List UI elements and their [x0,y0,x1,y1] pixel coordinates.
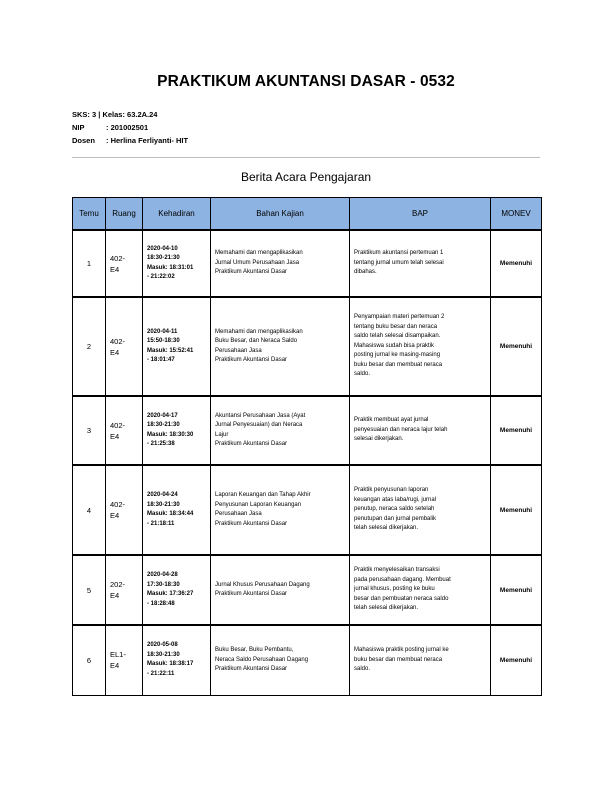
kehadiran-line: Masuk: 17:36:27 [147,591,194,597]
bahan-line: Praktikum Akuntansi Dasar [215,520,288,527]
bap-line: tentang buku besar dan neraca [354,323,438,330]
table-row [73,625,542,695]
bahan-line: Perusahaan Jasa [215,347,262,354]
page-title: PRAKTIKUM AKUNTANSI DASAR - 0532 [157,73,455,90]
bap-line: Mahasiswa sudah bisa praktik [354,342,435,349]
ruang-line: E4 [110,661,120,671]
bap-line: jurnal khusus, posting ke buku [354,586,435,593]
kehadiran-line: 18:30-21:30 [147,422,180,428]
cell-bahan-kajian [211,465,350,555]
bahan-line: Memahami dan mengaplikasikan [215,328,303,335]
cell-kehadiran [143,465,211,555]
bap-line: telah selesai dikerjakan. [354,525,419,532]
bap-line: tentang jurnal umum telah selesai [354,259,444,266]
kehadiran-line: 18:30-21:30 [147,651,180,658]
meta-nip [72,121,148,134]
bap-line: telah selesai dikerjakan. [354,605,419,612]
bap-line: saldo. [354,666,371,672]
bap-line: buku besar dan membuat neraca [354,656,443,663]
cell-bap [350,555,491,625]
ruang-line: 402- [110,500,126,509]
kehadiran-line: 2020-04-17 [147,412,178,419]
cell-bap [350,396,491,465]
bahan-line: Praktikum Akuntansi Dasar [215,269,288,276]
cell-bahan-kajian [211,297,350,396]
bap-line: Praktik membuat ayat jurnal [354,417,429,424]
cell-monev: Memenuhi [491,465,542,555]
col-header-monev: MONEV [491,198,542,231]
kehadiran-line: Masuk: 15:52:41 [147,347,194,354]
bap-line: saldo. [354,371,371,378]
col-header-ruang: Ruang [106,198,143,231]
bahan-line: Akuntansi Perusahaan Jasa (Ayat [215,412,306,419]
bahan-line: Jurnal Umum Perusahaan Jasa [215,259,300,266]
kehadiran-line: Masuk: 18:31:01 [147,264,194,271]
cell-temu: 5 [73,555,106,625]
cell-bahan-kajian [211,396,350,465]
cell-temu: 3 [73,396,106,465]
berita-acara-table [72,197,542,696]
bahan-line: Penyusunan Laporan Keuangan [215,501,302,508]
bap-line: Mahasiswa praktik posting jurnal ke [354,647,449,653]
bap-line: selesai dikerjakan. [354,436,404,443]
table-row [73,555,542,625]
meta-nip-value: : 201002501 [106,123,149,132]
col-header-temu: Temu [73,198,106,231]
ruang-line: E4 [110,264,120,274]
bap-line: keuangan atas laba/rugi, jurnal [354,496,437,503]
ruang-line: E4 [110,511,120,520]
bap-line: penyesuaian dan neraca lajur telah [354,426,448,433]
cell-kehadiran [143,396,211,465]
cell-ruang [106,465,143,555]
ruang-line: 402- [110,253,126,263]
cell-temu: 6 [73,625,106,695]
cell-kehadiran [143,297,211,396]
ruang-line: 202- [110,580,126,589]
bap-line: posting jurnal ke masing-masing [354,352,441,359]
bap-line: Praktik penyusunan laporan [354,487,429,494]
cell-ruang [106,297,143,396]
cell-kehadiran [143,625,211,695]
table-header-row [73,198,542,231]
ruang-line: 402- [110,420,126,430]
bahan-line: Jurnal Penyesuaian) dan Neraca [215,422,303,428]
cell-bahan-kajian [211,625,350,695]
bahan-line: Perusahaan Jasa [215,511,262,517]
bahan-line: Jurnal Khusus Perusahaan Dagang [215,581,310,588]
meta-dosen-value: : Herlina Ferliyanti- HIT [106,136,189,145]
kehadiran-line: - 21:18:11 [147,520,175,527]
kehadiran-line: - 21:22:11 [147,670,175,677]
cell-monev: Memenuhi [491,297,542,396]
kehadiran-line: - 18:28:48 [147,600,175,607]
cell-monev: Memenuhi [491,555,542,625]
kehadiran-line: Masuk: 18:30:30 [147,431,194,438]
col-header-kehadiran: Kehadiran [143,198,211,231]
bahan-line: Praktikum Akuntansi Dasar [215,357,288,363]
table-row [73,396,542,465]
cell-bahan-kajian [211,230,350,297]
kehadiran-line: 15:50-18:30 [147,338,180,344]
kehadiran-line: Masuk: 18:34:44 [147,511,194,517]
meta-nip-label: NIP [72,123,85,132]
cell-monev: Memenuhi [491,230,542,297]
bahan-line: Buku Besar, Buku Pembantu, [215,647,294,653]
bahan-line: Praktikum Akuntansi Dasar [215,441,288,447]
ruang-line: EL1- [110,650,126,660]
cell-bap [350,625,491,695]
meta-dosen-label: Dosen [72,136,95,145]
kehadiran-line: - 21:25:38 [147,441,175,447]
col-header-bahan-kajian: Bahan Kajian [211,198,350,231]
table-row [73,297,542,396]
cell-kehadiran [143,230,211,297]
bap-line: dibahas. [354,269,377,276]
kehadiran-line: 2020-04-28 [147,572,178,578]
kehadiran-line: 18:30-21:30 [147,501,180,508]
cell-ruang [106,555,143,625]
cell-bap [350,230,491,297]
ruang-line: E4 [110,591,120,600]
kehadiran-line: 18:30-21:30 [147,255,180,261]
cell-kehadiran [143,555,211,625]
meta-sks-kelas: SKS: 3 | Kelas: 63.2A.24 [72,110,158,119]
bahan-line: Praktikum Akuntansi Dasar [215,666,288,672]
bap-line: penutupan dan jurnal pembalik [354,515,437,522]
col-header-bap: BAP [350,198,491,231]
kehadiran-line: 2020-04-10 [147,245,178,252]
bap-line: besar dan pembuatan neraca saldo [354,595,449,602]
cell-ruang [106,396,143,465]
bap-line: buku besar dan membuat neraca [354,361,443,368]
kehadiran-line: 2020-05-08 [147,642,178,649]
cell-temu: 4 [73,465,106,555]
bahan-line: Praktikum Akuntansi Dasar [215,591,288,597]
bap-line: Praktikum akuntansi pertemuan 1 [354,250,444,257]
divider [72,157,540,158]
bap-line: Penyampaian materi pertemuan 2 [354,314,445,321]
bahan-line: Buku Besar, dan Neraca Saldo [215,338,298,344]
meta-dosen [72,134,188,147]
kehadiran-line: - 18:01:47 [147,357,175,363]
bahan-line: Lajur [215,431,229,438]
bahan-line: Laporan Keuangan dan Tahap Akhir [215,492,311,498]
ruang-line: 402- [110,336,126,346]
table-row [73,230,542,297]
cell-ruang [106,230,143,297]
kehadiran-line: Masuk: 18:38:17 [147,661,194,668]
kehadiran-line: - 21:22:02 [147,274,175,280]
ruang-line: E4 [110,431,120,441]
ruang-line: E4 [110,347,120,357]
cell-bahan-kajian [211,555,350,625]
kehadiran-line: 2020-04-11 [147,328,178,335]
cell-temu: 2 [73,297,106,396]
cell-bap [350,465,491,555]
cell-bap [350,297,491,396]
cell-ruang [106,625,143,695]
bahan-line: Neraca Saldo Perusahaan Dagang [215,656,309,663]
kehadiran-line: 2020-04-24 [147,492,178,498]
cell-monev: Memenuhi [491,625,542,695]
bap-line: pada perusahaan dagang. Membuat [354,576,451,583]
bap-line: saldo telah selesai disampaikan. [354,333,441,340]
kehadiran-line: 17:30-18:30 [147,581,180,588]
bahan-line: Memahami dan mengaplikasikan [215,250,303,257]
section-title: Berita Acara Pengajaran [240,170,372,184]
cell-temu: 1 [73,230,106,297]
cell-monev: Memenuhi [491,396,542,465]
table-row [73,465,542,555]
bap-line: Praktik menyelesaikan transaksi [354,567,440,574]
bap-line: penutup, neraca saldo setelah [354,506,435,513]
